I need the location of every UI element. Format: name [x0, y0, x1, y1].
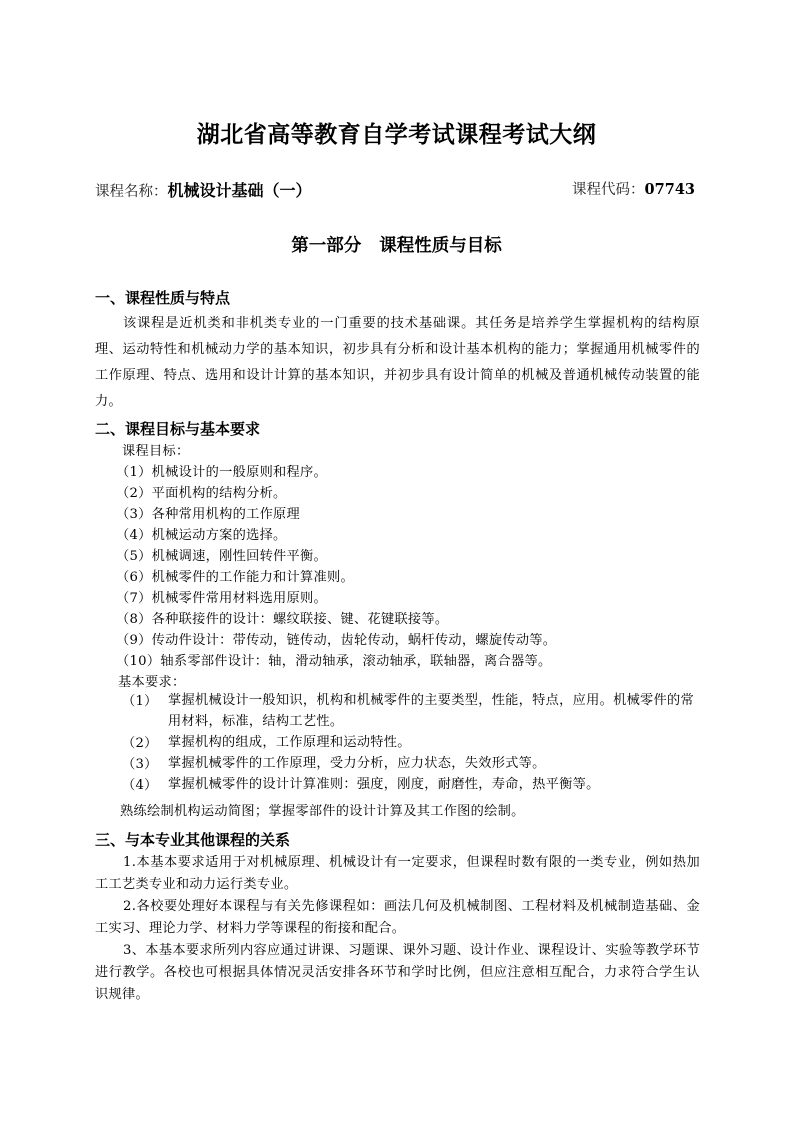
course-code-value: 07743 — [644, 181, 695, 198]
requirement-text: 掌握机械零件的设计计算准则：强度，刚度，耐磨性，寿命，热平衡等。 — [168, 777, 600, 792]
goal-item: （9）传动件设计：带传动，链传动，齿轮传动，蜗杆传动，螺旋传动等。 — [116, 633, 557, 648]
part-title: 课程性质与目标 — [379, 236, 502, 256]
course-code — [572, 178, 695, 199]
requirement-number: （1） — [122, 694, 158, 709]
requirement-text: 掌握机械设计一般知识，机构和机械零件的主要类型，性能，特点，应用。机械零件的常用材料，标准，结构工艺性。 — [168, 693, 695, 729]
goal-item: （2）平面机构的结构分析。 — [116, 486, 287, 501]
goal-item: （1）机械设计的一般原则和程序。 — [116, 465, 328, 480]
requirement-item — [122, 753, 712, 774]
document-title: 湖北省高等教育自学考试课程考试大纲 — [196, 122, 597, 148]
requirements-label: 基本要求： — [118, 675, 186, 690]
section-heading-3: 三、与本专业其他课程的关系 — [95, 831, 291, 849]
section-1-paragraph: 该课程是近机类和非机类专业的一门重要的技术基础课。其任务是培养学生掌握机构的结构原理、运动特性和机械动力学的基本知识，初步具有分析和设计基本机构的能力；掌握通用机械零件的工作原理、特点、选用和设计计算的基本知识，并初步具有设计简单的机械及普通机械传动装置的能力。 — [95, 316, 700, 409]
goal-item: （8）各种联接件的设计：螺纹联接、键、花键联接等。 — [116, 612, 449, 627]
course-name — [95, 178, 312, 201]
requirement-number: （2） — [122, 736, 158, 751]
goal-item: （3）各种常用机构的工作原理 — [116, 507, 301, 522]
goal-item: （6）机械零件的工作能力和计算准则。 — [116, 570, 354, 585]
requirement-number: （3） — [122, 757, 158, 772]
section-heading-1: 一、课程性质与特点 — [95, 289, 231, 307]
goal-item: （7）机械零件常用材料选用原则。 — [116, 591, 328, 606]
goal-item: （5）机械调速，刚性回转件平衡。 — [116, 549, 328, 564]
course-code-label: 课程代码： — [572, 182, 645, 198]
section-heading-2: 二、课程目标与基本要求 — [95, 420, 261, 438]
course-name-label: 课程名称： — [95, 184, 168, 200]
requirement-text: 掌握机构的组成，工作原理和运动特性。 — [168, 735, 411, 750]
course-name-value: 机械设计基础（一） — [167, 181, 312, 200]
goal-item: （10）轴系零部件设计：轴，滑动轴承，滚动轴承，联轴器，离合器等。 — [116, 654, 552, 669]
requirement-number: （4） — [122, 778, 158, 793]
requirement-text: 掌握机械零件的工作原理，受力分析，应力状态，失效形式等。 — [168, 756, 546, 771]
section-3-paragraph: 2.各校要处理好本课程与有关先修课程如：画法几何及机械制图、工程材料及机械制造基础、金工实习、理论力学、材料力学等课程的衔接和配合。 — [95, 899, 700, 936]
requirement-item — [122, 690, 712, 732]
section-3-paragraph: 3、本基本要求所列内容应通过讲课、习题课、课外习题、设计作业、课程设计、实验等教学环节进行教学。各校也可根据具体情况灵活安排各环节和学时比例，但应注意相互配合，力求符合学生认识规律。 — [95, 943, 700, 1002]
requirement-item — [122, 774, 712, 795]
goal-item: （4）机械运动方案的选择。 — [116, 528, 287, 543]
requirements-closing: 熟练绘制机构运动简图；掌握零部件的设计计算及其工作图的绘制。 — [120, 804, 525, 819]
requirement-item — [122, 732, 712, 753]
goals-label: 课程目标： — [122, 444, 190, 459]
section-3-paragraph: 1.本基本要求适用于对机械原理、机械设计有一定要求，但课程时数有限的一类专业，例如热加工工艺类专业和动力运行类专业。 — [95, 855, 700, 892]
part-heading — [0, 232, 793, 257]
part-number: 第一部分 — [291, 236, 362, 256]
